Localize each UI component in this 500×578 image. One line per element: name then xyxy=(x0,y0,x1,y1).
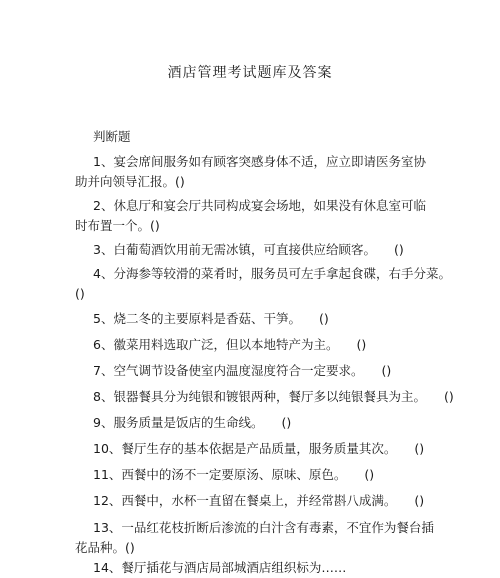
answer-blank: () xyxy=(443,389,454,404)
answer-blank: () xyxy=(393,242,404,257)
section-heading: 判断题 xyxy=(93,129,131,144)
answer-blank: () xyxy=(318,311,329,326)
question-item-cutoff xyxy=(93,558,346,578)
question-line: 13、一品红花枝折断后渗流的白汁含有毒素，不宜作为餐台插 xyxy=(93,520,434,535)
question-line: 1、宴会席间服务如有顾客突感身体不适，应立即请医务室协 xyxy=(93,154,426,169)
answer-blank: () xyxy=(356,337,367,352)
question-line: 花品种。() xyxy=(75,540,135,555)
answer-blank: () xyxy=(414,441,425,456)
question-line: 12、西餐中，水杯一直留在餐桌上，并经常斟八成满。 xyxy=(93,493,397,508)
question-item xyxy=(93,491,424,511)
question-line: 助并向领导汇报。() xyxy=(75,174,185,189)
answer-blank: () xyxy=(281,415,292,430)
question-line: 5、烧二冬的主要原料是香菇、干笋。 xyxy=(93,311,301,326)
question-line: 时布置一个。() xyxy=(75,218,160,233)
question-line: 10、餐厅生存的基本依据是产品质量，服务质量其次。 xyxy=(93,441,397,456)
question-line: () xyxy=(75,286,85,301)
question-item xyxy=(93,465,374,485)
question-item xyxy=(93,387,454,407)
question-item xyxy=(93,413,291,433)
question-item xyxy=(75,152,426,192)
question-line: 7、空气调节设备使室内温度湿度符合一定要求。 xyxy=(93,363,364,378)
question-line: 4、分海参等较滑的菜肴时，服务员可左手拿起食碟，右手分菜。 xyxy=(93,266,451,281)
question-line: 3、白葡萄酒饮用前无需冰镇，可直接供应给顾客。 xyxy=(93,242,376,257)
question-line: 9、服务质量是饭店的生命线。 xyxy=(93,415,264,430)
answer-blank: () xyxy=(381,363,392,378)
document-title: 酒店管理考试题库及答案 xyxy=(167,65,333,81)
question-line: 14、餐厅插花与酒店局部城酒店组织标为…… xyxy=(93,560,347,575)
question-item xyxy=(93,335,366,355)
question-line: 6、徽菜用料选取广泛，但以本地特产为主。 xyxy=(93,337,339,352)
question-item xyxy=(93,240,404,260)
answer-blank: () xyxy=(414,493,425,508)
question-item xyxy=(75,518,434,558)
answer-blank: () xyxy=(364,467,375,482)
question-item xyxy=(93,361,391,381)
question-item xyxy=(75,264,451,304)
question-item xyxy=(75,196,426,236)
question-item xyxy=(93,309,329,329)
question-line: 2、休息厅和宴会厅共同构成宴会场地，如果没有休息室可临 xyxy=(93,198,426,213)
question-item xyxy=(93,439,424,459)
question-line: 8、银器餐具分为纯银和镀银两种，餐厅多以纯银餐具为主。 xyxy=(93,389,426,404)
question-line: 11、西餐中的汤不一定要原汤、原味、原色。 xyxy=(93,467,347,482)
